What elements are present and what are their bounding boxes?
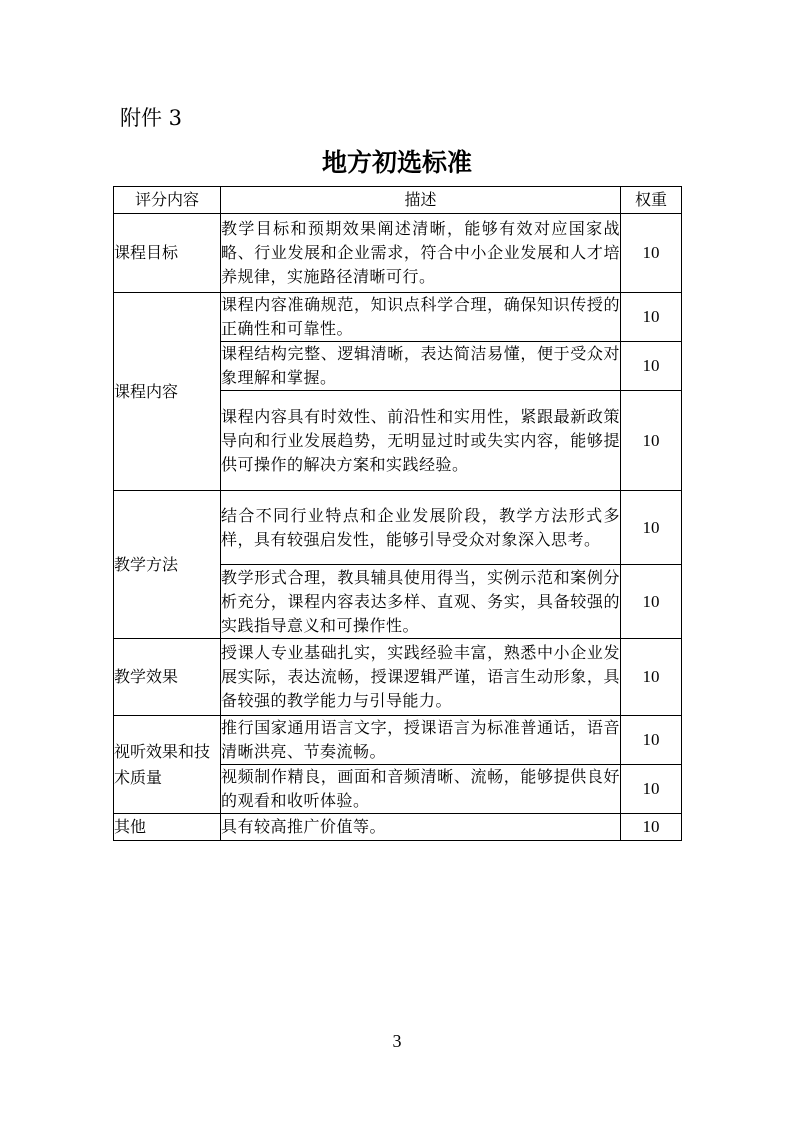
category-cell: 教学效果 (114, 639, 221, 716)
category-cell: 课程内容 (114, 293, 221, 491)
table-row (114, 214, 682, 293)
table-row (114, 639, 682, 716)
category-cell: 其他 (114, 814, 221, 841)
table-row (114, 293, 682, 342)
weight-cell: 10 (621, 639, 682, 716)
page-number: 3 (392, 1031, 402, 1051)
weight-cell: 10 (621, 293, 682, 342)
table-row (114, 491, 682, 565)
attachment-label: 附件 3 (120, 106, 183, 130)
header-category: 评分内容 (114, 187, 221, 214)
weight-cell: 10 (621, 565, 682, 639)
header-weight: 权重 (621, 187, 682, 214)
page-title: 地方初选标准 (321, 148, 472, 177)
table-header-row (114, 187, 682, 214)
description-cell: 授课人专业基础扎实，实践经验丰富，熟悉中小企业发展实际，表达流畅，授课逻辑严谨，语言生动形象，具备较强的教学能力与引导能力。 (221, 639, 621, 716)
description-cell: 推行国家通用语言文字，授课语言为标准普通话，语音清晰洪亮、节奏流畅。 (221, 716, 621, 765)
category-cell: 视听效果和技术质量 (114, 716, 221, 814)
table-row (114, 814, 682, 841)
description-cell: 教学目标和预期效果阐述清晰，能够有效对应国家战略、行业发展和企业需求，符合中小企业发展和人才培养规律，实施路径清晰可行。 (221, 214, 621, 293)
description-cell: 教学形式合理，教具辅具使用得当，实例示范和案例分析充分，课程内容表达多样、直观、务实，具备较强的实践指导意义和可操作性。 (221, 565, 621, 639)
weight-cell: 10 (621, 342, 682, 391)
header-description: 描述 (221, 187, 621, 214)
description-cell: 课程结构完整、逻辑清晰，表达简洁易懂，便于受众对象理解和掌握。 (221, 342, 621, 391)
weight-cell: 10 (621, 765, 682, 814)
description-cell: 结合不同行业特点和企业发展阶段，教学方法形式多样，具有较强启发性，能够引导受众对象深入思考。 (221, 491, 621, 565)
weight-cell: 10 (621, 716, 682, 765)
description-cell: 课程内容准确规范，知识点科学合理，确保知识传授的正确性和可靠性。 (221, 293, 621, 342)
weight-cell: 10 (621, 214, 682, 293)
description-cell: 课程内容具有时效性、前沿性和实用性，紧跟最新政策导向和行业发展趋势，无明显过时或失实内容，能够提供可操作的解决方案和实践经验。 (221, 391, 621, 491)
weight-cell: 10 (621, 814, 682, 841)
description-cell: 视频制作精良，画面和音频清晰、流畅，能够提供良好的观看和收听体验。 (221, 765, 621, 814)
category-cell: 教学方法 (114, 491, 221, 639)
criteria-table (113, 186, 682, 841)
weight-cell: 10 (621, 391, 682, 491)
weight-cell: 10 (621, 491, 682, 565)
description-cell: 具有较高推广价值等。 (221, 814, 621, 841)
table-row (114, 716, 682, 765)
category-cell: 课程目标 (114, 214, 221, 293)
